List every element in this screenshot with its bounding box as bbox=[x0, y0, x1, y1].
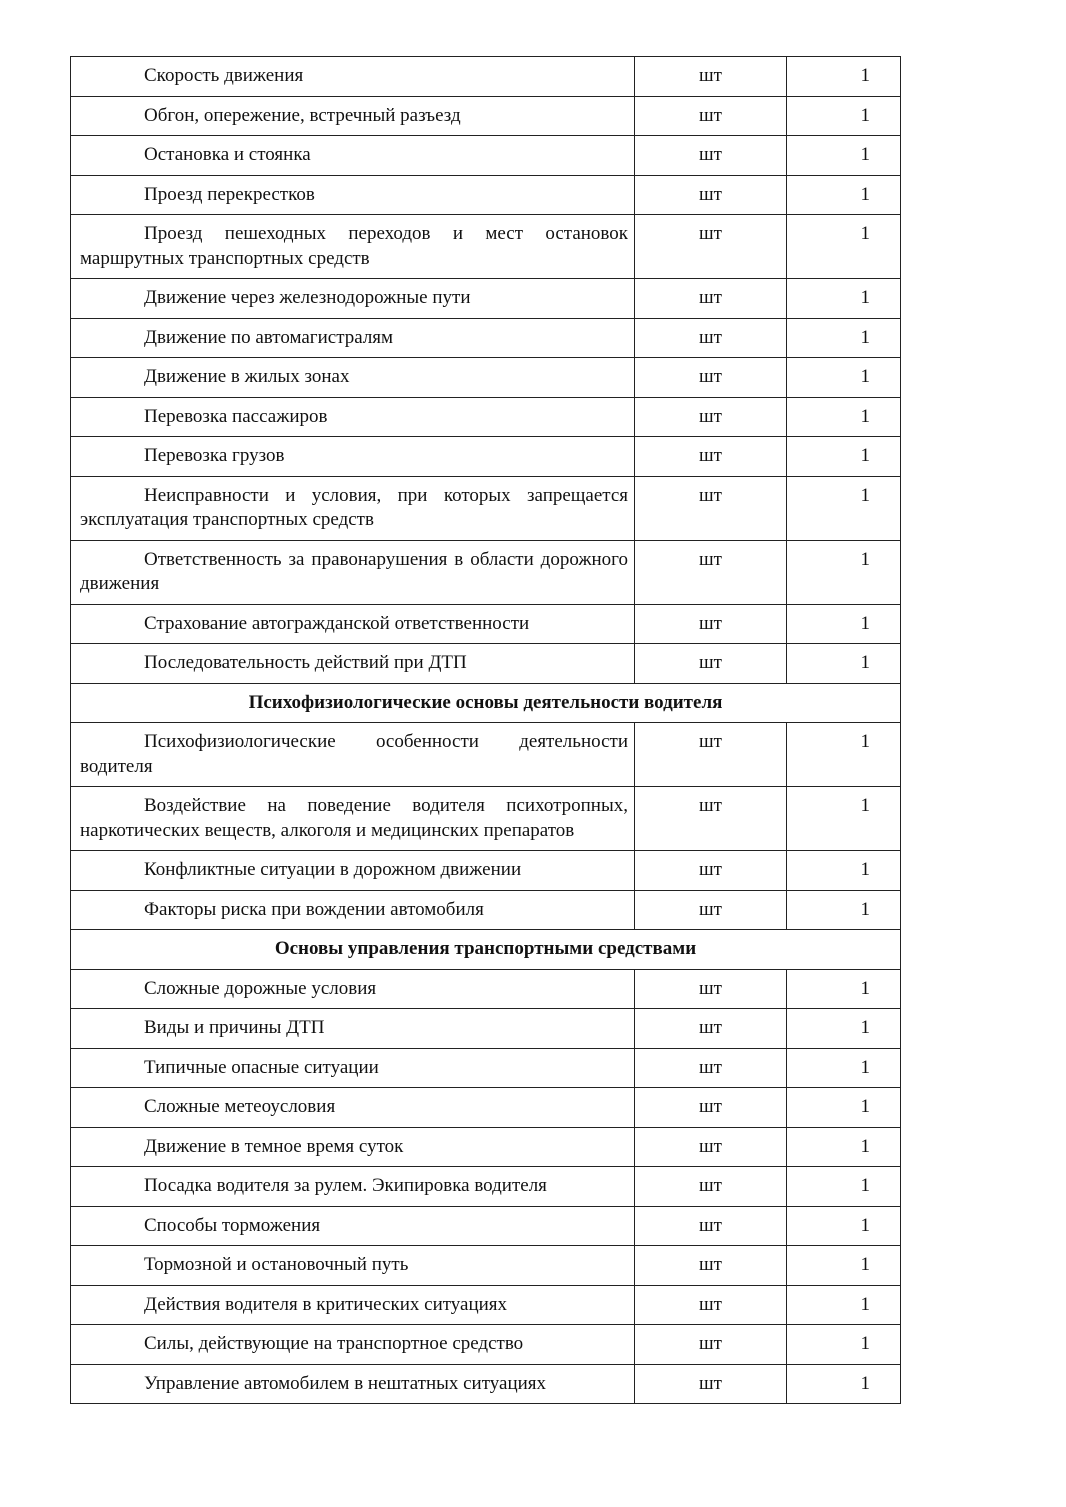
table-row bbox=[71, 175, 901, 215]
unit-cell: шт bbox=[635, 1206, 787, 1246]
unit-cell: шт bbox=[635, 1048, 787, 1088]
unit-cell: шт bbox=[635, 279, 787, 319]
unit-cell: шт bbox=[635, 890, 787, 930]
quantity-cell: 1 bbox=[787, 1048, 901, 1088]
table-row bbox=[71, 397, 901, 437]
item-name-cell: Неисправности и условия, при которых запрещается эксплуатация транспортных средств bbox=[71, 476, 635, 540]
table-row bbox=[71, 215, 901, 279]
section-title: Психофизиологические основы деятельности водителя bbox=[71, 683, 901, 723]
unit-cell: шт bbox=[635, 1167, 787, 1207]
item-name-cell: Движение по автомагистралям bbox=[71, 318, 635, 358]
quantity-cell: 1 bbox=[787, 851, 901, 891]
item-name-cell: Силы, действующие на транспортное средство bbox=[71, 1325, 635, 1365]
table-row bbox=[71, 437, 901, 477]
item-name-cell: Обгон, опережение, встречный разъезд bbox=[71, 96, 635, 136]
quantity-cell: 1 bbox=[787, 437, 901, 477]
table-row bbox=[71, 1088, 901, 1128]
unit-cell: шт bbox=[635, 175, 787, 215]
item-name-cell: Последовательность действий при ДТП bbox=[71, 644, 635, 684]
quantity-cell: 1 bbox=[787, 969, 901, 1009]
quantity-cell: 1 bbox=[787, 1009, 901, 1049]
table-row bbox=[71, 476, 901, 540]
table-row bbox=[71, 851, 901, 891]
table-row bbox=[71, 96, 901, 136]
unit-cell: шт bbox=[635, 604, 787, 644]
table-row bbox=[71, 723, 901, 787]
unit-cell: шт bbox=[635, 136, 787, 176]
unit-cell: шт bbox=[635, 57, 787, 97]
unit-cell: шт bbox=[635, 1009, 787, 1049]
table-row bbox=[71, 890, 901, 930]
item-name-cell: Воздействие на поведение водителя психотропных, наркотических веществ, алкоголя и медицинских препаратов bbox=[71, 787, 635, 851]
table-row bbox=[71, 318, 901, 358]
table-row bbox=[71, 644, 901, 684]
item-name-cell: Психофизиологические особенности деятельности водителя bbox=[71, 723, 635, 787]
section-header-row bbox=[71, 683, 901, 723]
unit-cell: шт bbox=[635, 476, 787, 540]
table-row bbox=[71, 1364, 901, 1404]
item-name-cell: Перевозка грузов bbox=[71, 437, 635, 477]
table-row bbox=[71, 787, 901, 851]
quantity-cell: 1 bbox=[787, 57, 901, 97]
quantity-cell: 1 bbox=[787, 318, 901, 358]
quantity-cell: 1 bbox=[787, 1246, 901, 1286]
quantity-cell: 1 bbox=[787, 540, 901, 604]
unit-cell: шт bbox=[635, 1127, 787, 1167]
item-name-cell: Проезд перекрестков bbox=[71, 175, 635, 215]
quantity-cell: 1 bbox=[787, 476, 901, 540]
unit-cell: шт bbox=[635, 644, 787, 684]
quantity-cell: 1 bbox=[787, 1325, 901, 1365]
table-row bbox=[71, 604, 901, 644]
item-name-cell: Страхование автогражданской ответственности bbox=[71, 604, 635, 644]
unit-cell: шт bbox=[635, 96, 787, 136]
equipment-table bbox=[70, 56, 901, 1404]
item-name-cell: Скорость движения bbox=[71, 57, 635, 97]
quantity-cell: 1 bbox=[787, 1364, 901, 1404]
unit-cell: шт bbox=[635, 1364, 787, 1404]
table-row bbox=[71, 540, 901, 604]
unit-cell: шт bbox=[635, 1325, 787, 1365]
unit-cell: шт bbox=[635, 723, 787, 787]
unit-cell: шт bbox=[635, 358, 787, 398]
quantity-cell: 1 bbox=[787, 1167, 901, 1207]
unit-cell: шт bbox=[635, 540, 787, 604]
table-row bbox=[71, 1167, 901, 1207]
quantity-cell: 1 bbox=[787, 279, 901, 319]
table-row bbox=[71, 1285, 901, 1325]
table-row bbox=[71, 1206, 901, 1246]
table-row bbox=[71, 1048, 901, 1088]
item-name-cell: Движение в темное время суток bbox=[71, 1127, 635, 1167]
item-name-cell: Конфликтные ситуации в дорожном движении bbox=[71, 851, 635, 891]
item-name-cell: Сложные метеоусловия bbox=[71, 1088, 635, 1128]
item-name-cell: Посадка водителя за рулем. Экипировка водителя bbox=[71, 1167, 635, 1207]
table-row bbox=[71, 1127, 901, 1167]
section-header-row bbox=[71, 930, 901, 970]
table-row bbox=[71, 279, 901, 319]
quantity-cell: 1 bbox=[787, 136, 901, 176]
quantity-cell: 1 bbox=[787, 358, 901, 398]
quantity-cell: 1 bbox=[787, 1127, 901, 1167]
unit-cell: шт bbox=[635, 969, 787, 1009]
item-name-cell: Перевозка пассажиров bbox=[71, 397, 635, 437]
item-name-cell: Виды и причины ДТП bbox=[71, 1009, 635, 1049]
item-name-cell: Способы торможения bbox=[71, 1206, 635, 1246]
quantity-cell: 1 bbox=[787, 890, 901, 930]
quantity-cell: 1 bbox=[787, 175, 901, 215]
item-name-cell: Движение через железнодорожные пути bbox=[71, 279, 635, 319]
quantity-cell: 1 bbox=[787, 1206, 901, 1246]
unit-cell: шт bbox=[635, 215, 787, 279]
quantity-cell: 1 bbox=[787, 1285, 901, 1325]
item-name-cell: Управление автомобилем в нештатных ситуациях bbox=[71, 1364, 635, 1404]
table-row bbox=[71, 1325, 901, 1365]
section-title: Основы управления транспортными средствами bbox=[71, 930, 901, 970]
unit-cell: шт bbox=[635, 851, 787, 891]
item-name-cell: Проезд пешеходных переходов и мест остановок маршрутных транспортных средств bbox=[71, 215, 635, 279]
table-row bbox=[71, 1009, 901, 1049]
unit-cell: шт bbox=[635, 397, 787, 437]
item-name-cell: Остановка и стоянка bbox=[71, 136, 635, 176]
unit-cell: шт bbox=[635, 1088, 787, 1128]
unit-cell: шт bbox=[635, 1246, 787, 1286]
quantity-cell: 1 bbox=[787, 215, 901, 279]
table-body bbox=[71, 57, 901, 1404]
item-name-cell: Ответственность за правонарушения в области дорожного движения bbox=[71, 540, 635, 604]
item-name-cell: Факторы риска при вождении автомобиля bbox=[71, 890, 635, 930]
quantity-cell: 1 bbox=[787, 787, 901, 851]
item-name-cell: Действия водителя в критических ситуациях bbox=[71, 1285, 635, 1325]
item-name-cell: Движение в жилых зонах bbox=[71, 358, 635, 398]
quantity-cell: 1 bbox=[787, 1088, 901, 1128]
table-row bbox=[71, 358, 901, 398]
table-row bbox=[71, 136, 901, 176]
quantity-cell: 1 bbox=[787, 644, 901, 684]
table-row bbox=[71, 1246, 901, 1286]
item-name-cell: Типичные опасные ситуации bbox=[71, 1048, 635, 1088]
item-name-cell: Сложные дорожные условия bbox=[71, 969, 635, 1009]
table-row bbox=[71, 969, 901, 1009]
quantity-cell: 1 bbox=[787, 723, 901, 787]
table-row bbox=[71, 57, 901, 97]
item-name-cell: Тормозной и остановочный путь bbox=[71, 1246, 635, 1286]
unit-cell: шт bbox=[635, 787, 787, 851]
quantity-cell: 1 bbox=[787, 604, 901, 644]
unit-cell: шт bbox=[635, 437, 787, 477]
unit-cell: шт bbox=[635, 318, 787, 358]
unit-cell: шт bbox=[635, 1285, 787, 1325]
quantity-cell: 1 bbox=[787, 96, 901, 136]
quantity-cell: 1 bbox=[787, 397, 901, 437]
